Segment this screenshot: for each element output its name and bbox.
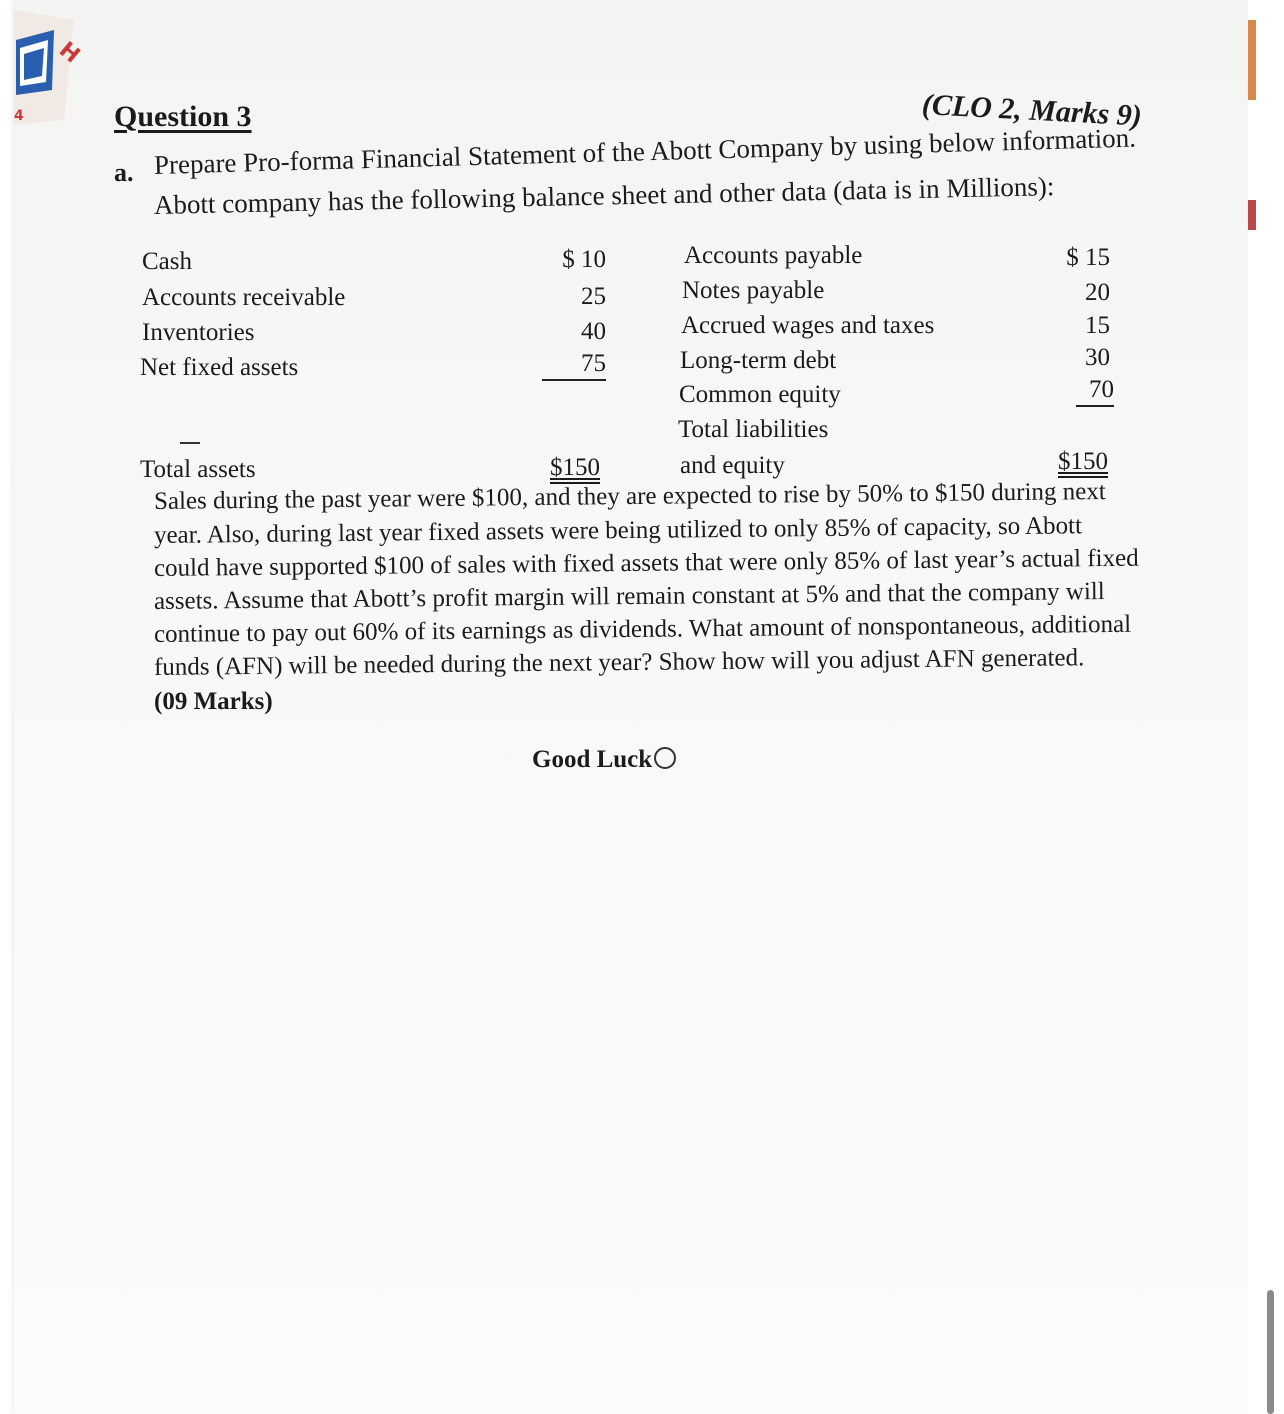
good-luck-text: Good Luck	[532, 746, 653, 773]
asset-value-cash: $ 10	[562, 246, 606, 273]
asset-label-inventories: Inventories	[142, 319, 255, 346]
part-label: a.	[114, 158, 134, 187]
liability-value-common-equity: 70	[1076, 376, 1114, 407]
paragraph-line-1: Sales during the past year were $100, and they are expected to rise by 50% to $150 during next	[153, 478, 1106, 515]
asset-value-fixed-assets: 75	[542, 350, 606, 381]
university-logo	[14, 0, 104, 130]
edge-mark-top	[1248, 20, 1256, 100]
liability-value-payables: $ 15	[1066, 244, 1110, 271]
paragraph-line-3: could have supported $100 of sales with fixed assets that were only 85% of last year’s actual fixed	[153, 544, 1139, 582]
paragraph-line-4: assets. Assume that Abott’s profit margin will remain constant at 5% and that the company will	[153, 578, 1105, 615]
liability-label-payables: Accounts payable	[684, 242, 863, 269]
asset-label-receivables: Accounts receivable	[142, 284, 346, 311]
question-title: Question 3	[114, 100, 252, 133]
good-luck	[532, 746, 676, 774]
asset-value-inventories: 40	[581, 318, 606, 345]
paragraph-line-2: year. Also, during last year fixed assets were being utilized to only 85% of capacity, so Abott	[153, 512, 1083, 549]
liability-value-accrued: 15	[1085, 312, 1110, 339]
marks-note: (09 Marks)	[154, 688, 273, 715]
svg-text:H: H	[54, 37, 85, 69]
total-assets-value: $150	[550, 454, 600, 481]
asset-label-fixed-assets: Net fixed assets	[140, 354, 299, 381]
total-assets-label: Total assets	[140, 456, 256, 483]
svg-text:4: 4	[14, 108, 24, 124]
smiley-icon	[654, 747, 676, 769]
total-liabilities-label-cont: and equity	[680, 452, 785, 479]
asset-value-receivables: 25	[581, 283, 606, 310]
scrollbar[interactable]	[1267, 1290, 1274, 1414]
liability-value-long-term-debt: 30	[1085, 344, 1110, 371]
right-margin	[1248, 0, 1284, 1414]
intro-line-2: Abott company has the following balance sheet and other data (data is in Millions):	[153, 171, 1055, 220]
paragraph-line-6: funds (AFN) will be needed during the next year? Show how will you adjust AFN generated.	[153, 644, 1085, 681]
liability-label-notes: Notes payable	[682, 277, 825, 304]
divider-mark	[180, 442, 200, 444]
liability-label-common-equity: Common equity	[679, 381, 841, 408]
exam-page	[14, 0, 1248, 1414]
asset-label-cash: Cash	[142, 248, 192, 275]
edge-mark-mid	[1248, 200, 1256, 230]
liability-label-long-term-debt: Long-term debt	[680, 347, 837, 374]
total-liabilities-value: $150	[1058, 448, 1108, 475]
intro-line-1: Prepare Pro-forma Financial Statement of the Abott Company by using below information.	[153, 122, 1137, 180]
paragraph-line-5: continue to pay out 60% of its earnings as dividends. What amount of nonspontaneous, additional	[153, 610, 1132, 648]
clo-marks: (CLO 2, Marks 9)	[921, 88, 1143, 133]
total-liabilities-label: Total liabilities	[678, 416, 829, 443]
liability-value-notes: 20	[1085, 279, 1110, 306]
liability-label-accrued: Accrued wages and taxes	[681, 312, 935, 339]
